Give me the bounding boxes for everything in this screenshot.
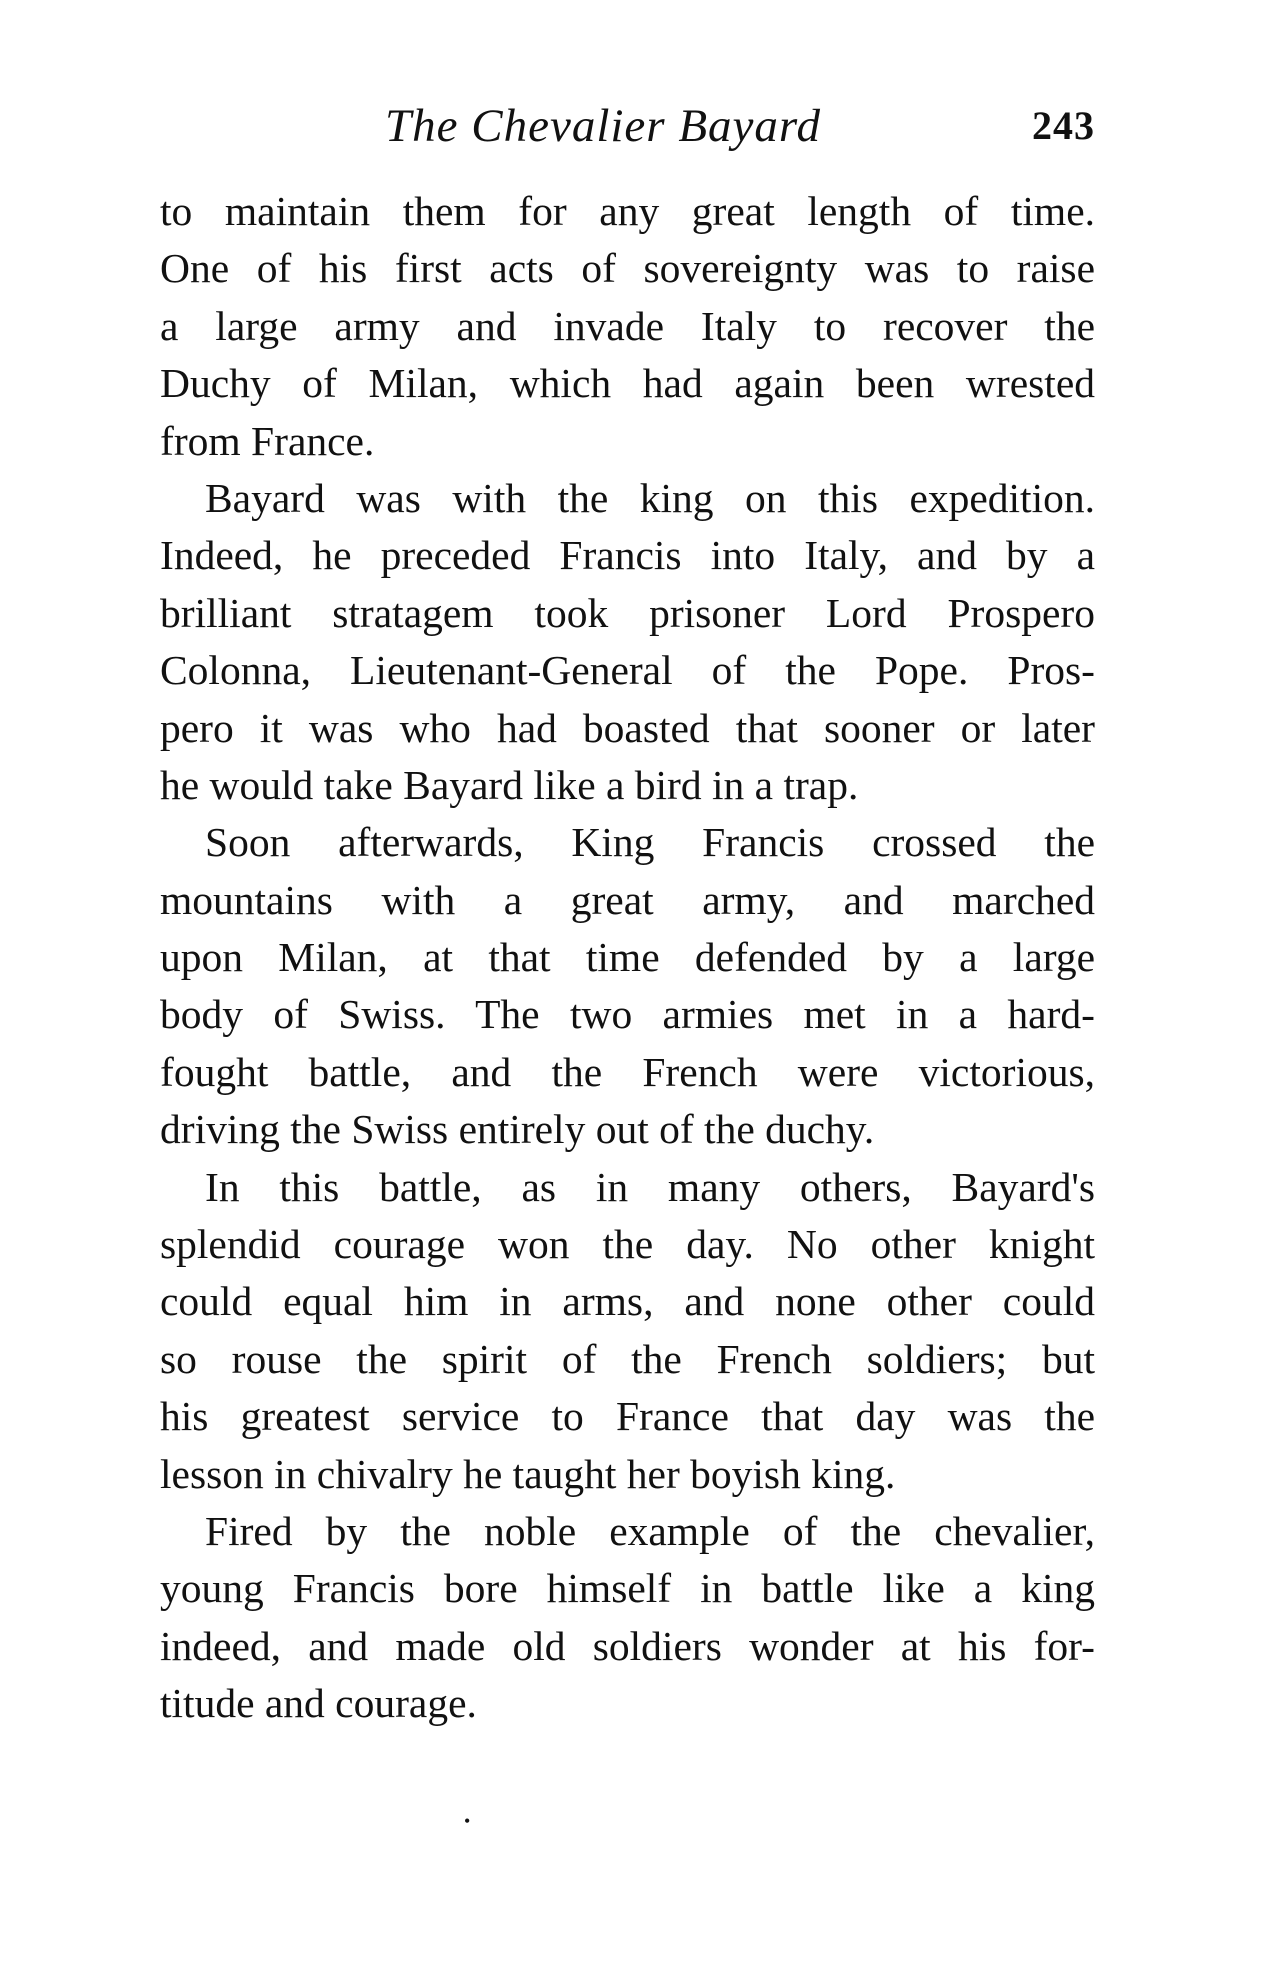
paragraph [160,470,1095,814]
text-line: a large army and invade Italy to recover the [160,302,1095,349]
text-line: Duchy of Milan, which had again been wrested [160,360,1095,407]
text-line: titude and courage. [160,1680,477,1727]
text-line: upon Milan, at that time defended by a large [160,934,1095,981]
paragraph [160,183,1095,470]
text-line: mountains with a great army, and marched [160,876,1095,923]
text-line: young Francis bore himself in battle like a king [160,1565,1095,1612]
text-line: Colonna, Lieutenant-General of the Pope. Pros- [160,647,1095,694]
text-line: pero it was who had boasted that sooner or later [160,704,1095,751]
paragraph [160,814,1095,1158]
text-line: splendid courage won the day. No other knight [160,1221,1095,1268]
running-title: The Chevalier Bayard [385,100,821,152]
text-line: lesson in chivalry he taught her boyish king. [160,1450,896,1497]
text-line: brilliant stratagem took prisoner Lord Prospero [160,589,1095,636]
text-line: Bayard was with the king on this expedition. [205,474,1095,521]
text-line: driving the Swiss entirely out of the duchy. [160,1106,875,1153]
text-line: In this battle, as in many others, Bayard's [205,1163,1095,1210]
text-line: his greatest service to France that day was the [160,1393,1095,1440]
printer-mark: • [464,1811,471,1831]
page-number: 243 [1032,103,1095,148]
text-line: to maintain them for any great length of time. [160,188,1095,234]
body-text [160,183,1095,1733]
text-line: One of his first acts of sovereignty was to raise [160,245,1095,292]
text-line: so rouse the spirit of the French soldiers; but [160,1335,1095,1382]
text-line: body of Swiss. The two armies met in a hard- [160,991,1095,1038]
book-page [160,0,1095,1968]
text-line: fought battle, and the French were victorious, [160,1048,1095,1095]
text-line: could equal him in arms, and none other could [160,1278,1095,1325]
text-line: from France. [160,417,375,464]
text-line: Indeed, he preceded Francis into Italy, and by a [160,532,1095,579]
text-line: Soon afterwards, King Francis crossed the [205,819,1095,866]
text-line: Fired by the noble example of the chevalier, [205,1507,1095,1554]
text-line: indeed, and made old soldiers wonder at his for- [160,1622,1095,1669]
paragraph [160,1503,1095,1733]
paragraph [160,1159,1095,1503]
page-header [160,96,1095,156]
text-line: he would take Bayard like a bird in a trap. [160,761,859,808]
